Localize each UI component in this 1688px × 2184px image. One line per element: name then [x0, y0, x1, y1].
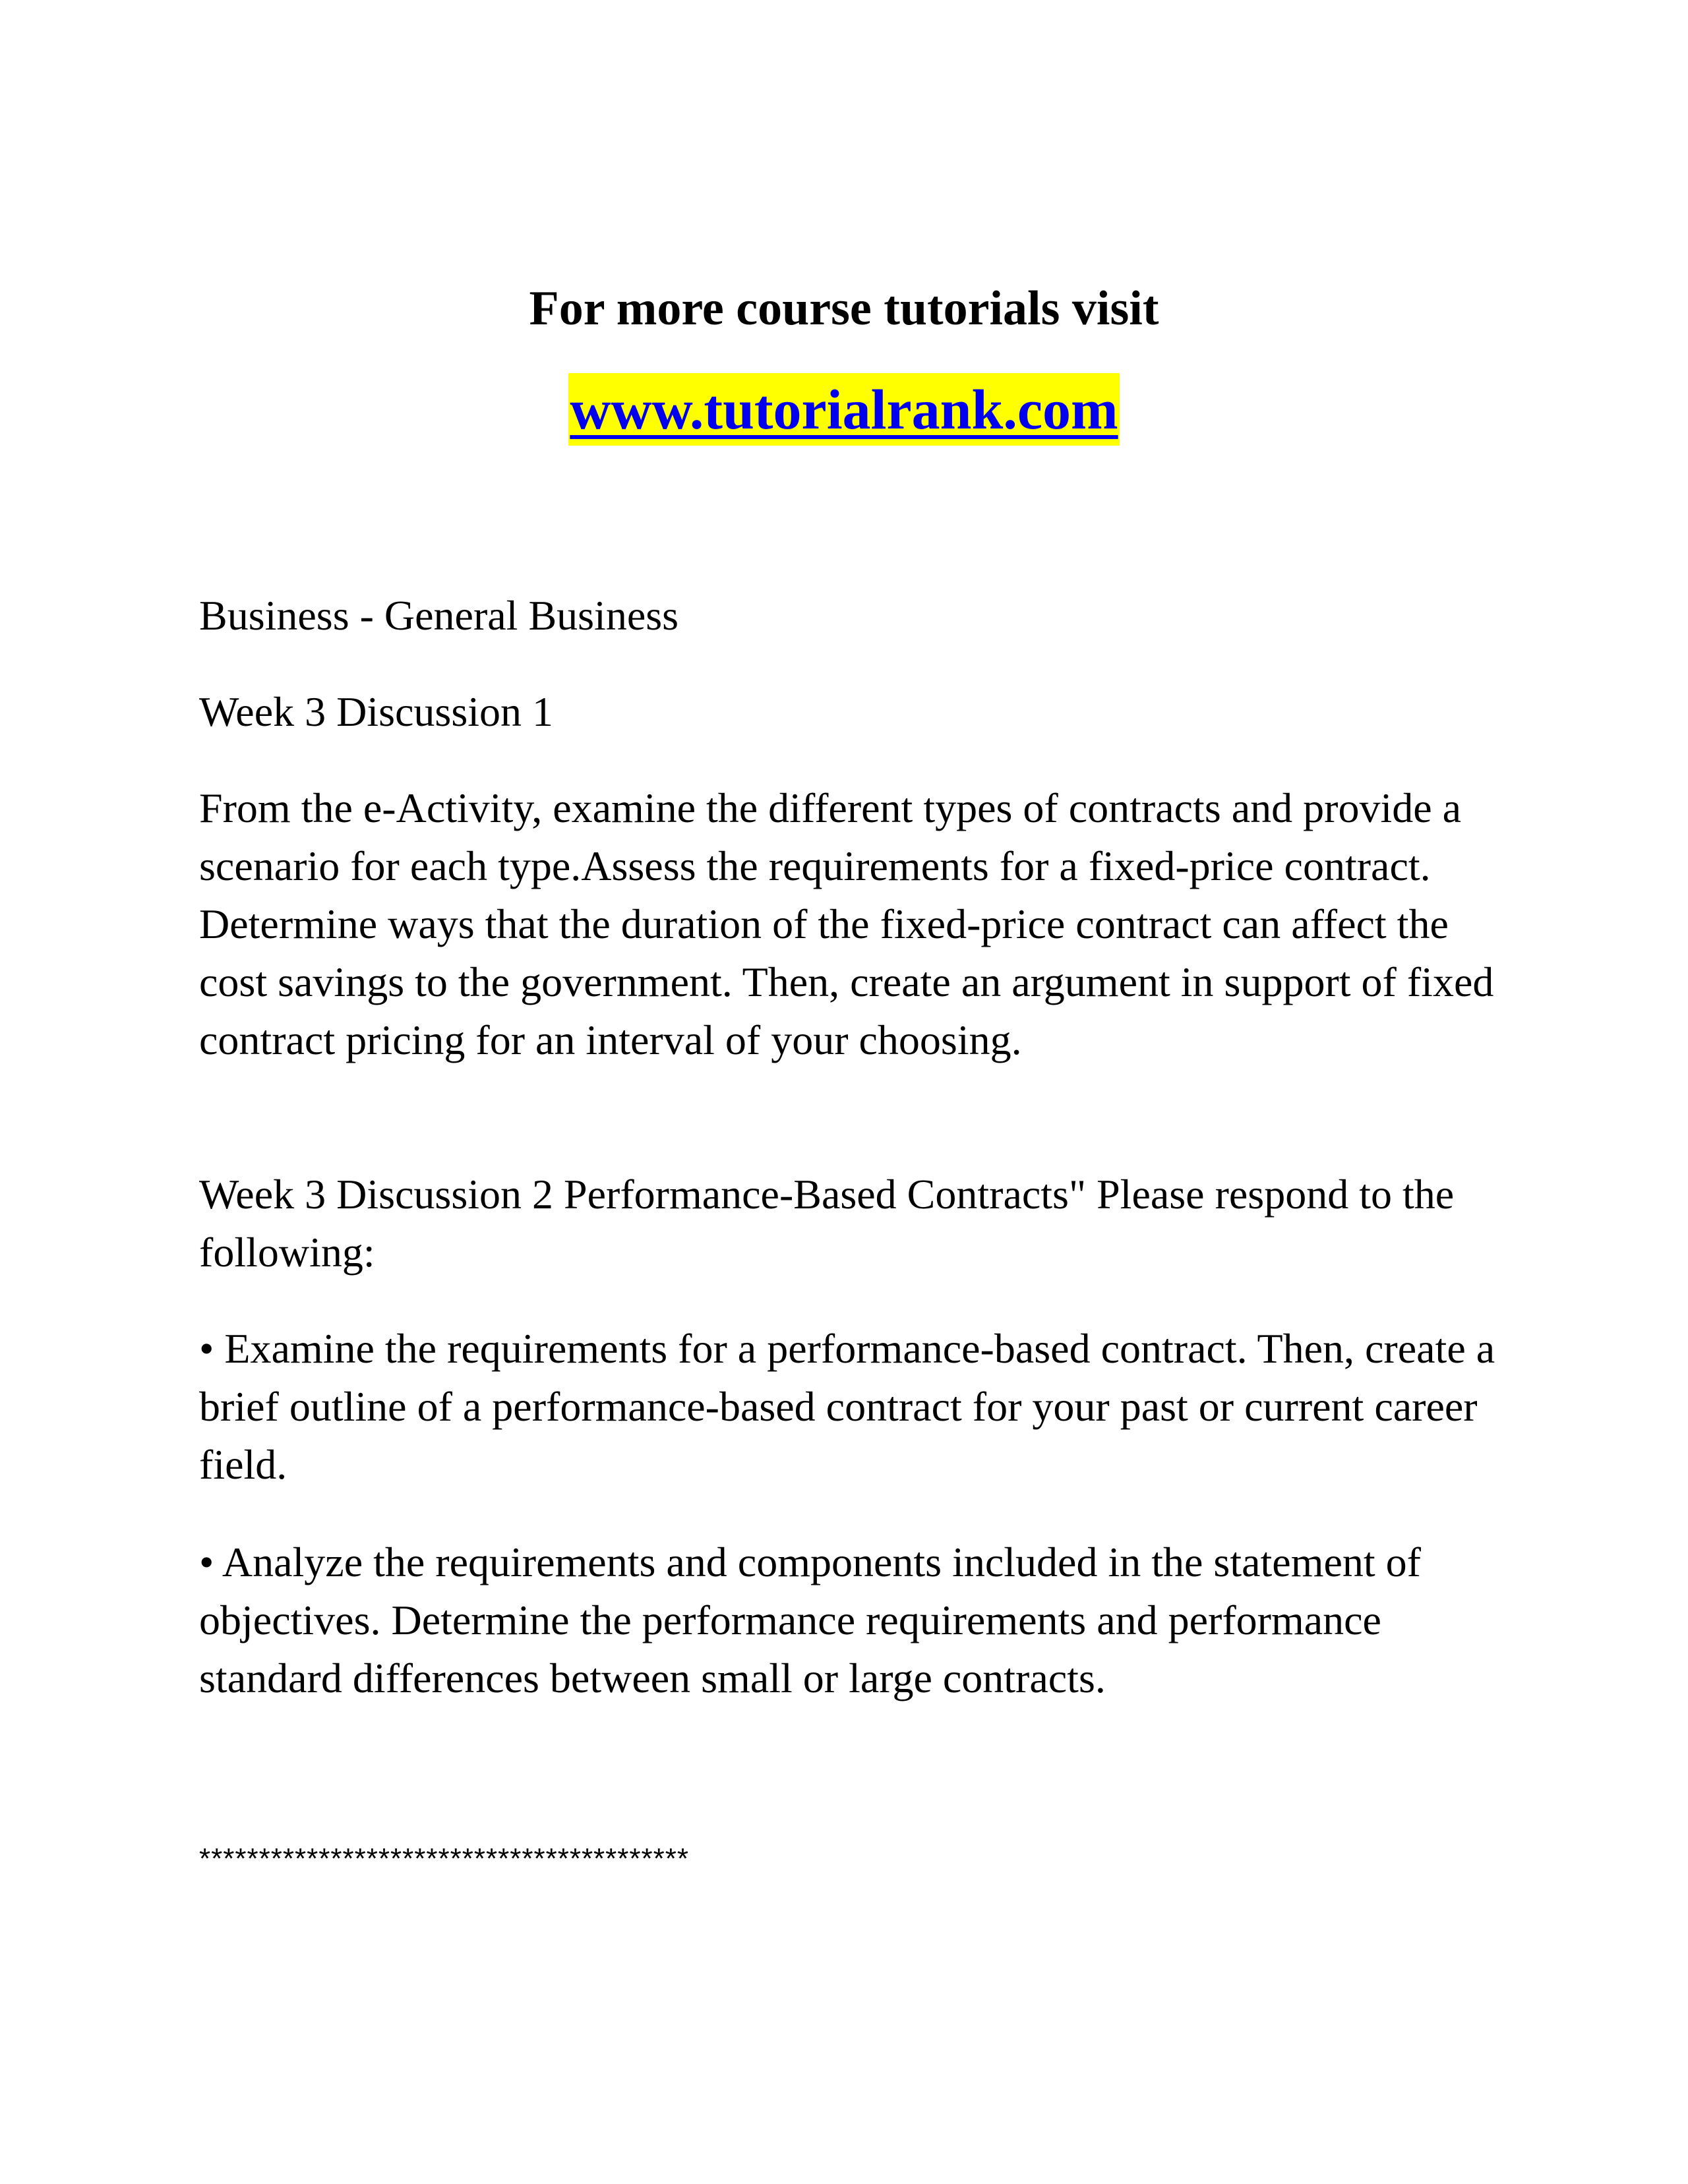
discussion1-heading: Week 3 Discussion 1 — [199, 688, 553, 735]
tutorialrank-link[interactable]: www.tutorialrank.com — [568, 373, 1119, 446]
discussion1-body: From the e-Activity, examine the different types of contracts and provide a scenario for each type.Assess the requirements for a fixed-price contract. Determine ways that the duration of the fixed-price contract can affect the cost savings to the government. Then, create an argument in support of fixed contract pricing for an interval of your choosing. — [199, 784, 1494, 1063]
bullet-item: • Analyze the requirements and components included in the statement of objectives. Determine the performance requirements and performance standard differences between small or large contracts. — [199, 1539, 1421, 1701]
promo-link-row — [0, 373, 1688, 446]
subject-line: Business - General Business — [199, 592, 679, 639]
discussion2-heading: Week 3 Discussion 2 Performance-Based Contracts" Please respond to the following: — [199, 1171, 1455, 1276]
promo-heading: For more course tutorials visit — [529, 281, 1159, 336]
bullet-item: • Examine the requirements for a performance-based contract. Then, create a brief outline of a performance-based contract for your past or current career field. — [199, 1325, 1495, 1488]
separator-line: ***************************************** — [199, 1843, 690, 1875]
